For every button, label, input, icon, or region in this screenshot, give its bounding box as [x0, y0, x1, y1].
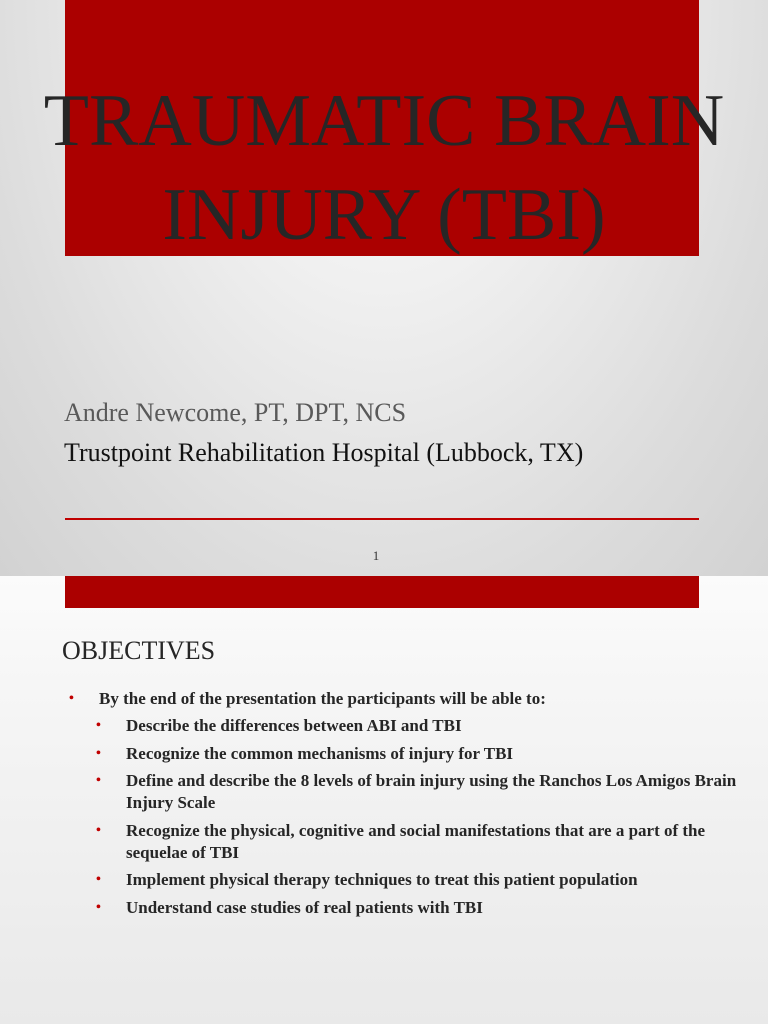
- bullet-icon: •: [96, 745, 101, 761]
- page-number: 1: [372, 548, 380, 563]
- objectives-intro-item: [0, 688, 739, 710]
- bullet-icon: •: [96, 822, 101, 838]
- objective-text: Recognize the physical, cognitive and social manifestations that are a part of the sequelae of TBI: [126, 820, 706, 862]
- title-line-1: TRAUMATIC BRAIN: [43, 80, 725, 162]
- objectives-sublist: [0, 715, 768, 924]
- bullet-icon: •: [69, 691, 74, 706]
- bullet-icon: •: [96, 718, 101, 733]
- bullet-icon: •: [96, 899, 101, 915]
- objective-text: Recognize the common mechanisms of injury for TBI: [126, 743, 514, 763]
- objective-item: [96, 743, 746, 765]
- objective-text: Define and describe the 8 levels of brain injury using the Ranchos Los Amigos Brain Injury Scale: [126, 771, 737, 812]
- objective-text: Understand case studies of real patients with TBI: [126, 897, 483, 917]
- objective-text: Describe the differences between ABI and TBI: [126, 716, 462, 735]
- slide-title-heading: [0, 74, 768, 262]
- title-line-2: INJURY (TBI): [162, 174, 606, 256]
- bullet-icon: •: [96, 872, 101, 887]
- objective-text: Implement physical therapy techniques to treat this patient population: [126, 870, 638, 889]
- objective-item: [96, 897, 746, 919]
- bullet-icon: •: [96, 773, 101, 788]
- objective-item: [96, 770, 746, 814]
- objectives-red-banner: [65, 576, 699, 608]
- slide-objectives: [0, 576, 768, 1024]
- presenter-name: Andre Newcome, PT, DPT, NCS: [64, 398, 407, 427]
- objectives-list: [0, 688, 768, 710]
- objective-item: [96, 869, 746, 891]
- hospital-name: Trustpoint Rehabilitation Hospital (Lubbock, TX): [64, 438, 584, 467]
- objectives-heading: OBJECTIVES: [62, 636, 216, 665]
- objective-item: [96, 715, 746, 737]
- objective-item: [96, 820, 746, 864]
- objectives-intro-text: By the end of the presentation the participants will be able to:: [99, 689, 546, 708]
- red-divider-line: [65, 518, 699, 520]
